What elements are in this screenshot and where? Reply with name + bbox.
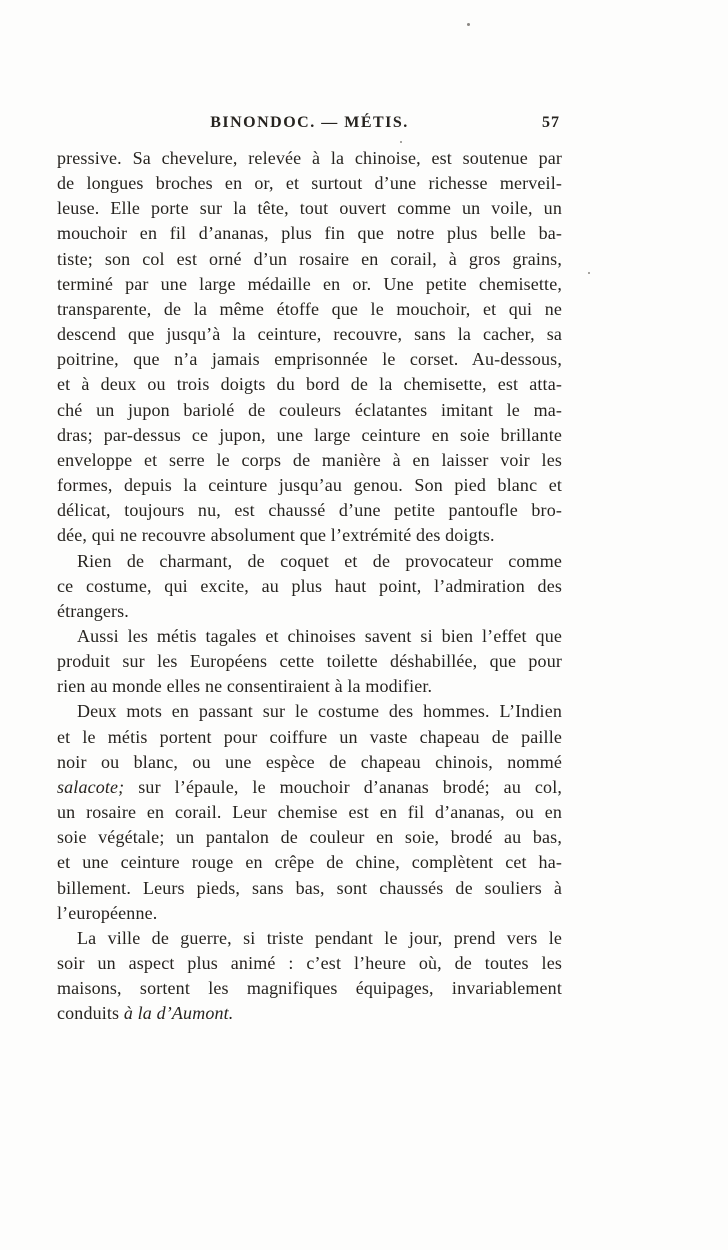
text-line [57, 775, 562, 800]
text-segment: pressive. Sa chevelure, relevée à la chinoise, est soutenue par [57, 148, 562, 168]
running-header [57, 114, 562, 138]
text-segment: un rosaire en corail. Leur chemise est en fil d’ananas, ou en [57, 802, 562, 823]
text-line [57, 901, 562, 926]
text-segment: dée, qui ne recouvre absolument que l’extrémité des doigts. [57, 525, 495, 546]
text-segment: maisons, sortent les magnifiques équipages, invariablement [57, 978, 562, 999]
text-segment: et le métis portent pour coiffure un vaste chapeau de paille [57, 726, 562, 747]
text-segment: ce costume, qui excite, au plus haut point, l’admiration des [57, 575, 562, 596]
text-line [57, 674, 562, 699]
text-segment: Deux mots en passant sur le costume des hommes. L’Indien [77, 701, 562, 722]
text-segment: poitrine, que n’a jamais emprisonnée le corset. Au-dessous, [57, 349, 562, 370]
text-segment: étrangers. [57, 600, 129, 621]
text-line [57, 448, 562, 473]
text-segment: conduits [57, 1003, 124, 1024]
text-segment: l’européenne. [57, 902, 158, 923]
text-line [57, 272, 562, 297]
italic-text-segment: salacote; [57, 776, 125, 797]
text-line [57, 876, 562, 901]
text-segment: formes, depuis la ceinture jusqu’au genou. Son pied blanc et [57, 475, 562, 496]
text-segment: noir ou blanc, ou une espèce de chapeau chinois, nommé [57, 751, 562, 772]
page-body-text [57, 146, 562, 1026]
text-line [57, 549, 562, 574]
text-segment: et une ceinture rouge en crêpe de chine, complètent cet ha- [57, 852, 562, 873]
text-segment: enveloppe et serre le corps de manière à en laisser voir les [57, 449, 562, 470]
text-line [57, 951, 562, 976]
text-line [57, 423, 562, 448]
text-segment: soie végétale; un pantalon de couleur en soie, brodé au bas, [57, 827, 562, 848]
text-segment: et à deux ou trois doigts du bord de la chemisette, est atta- [57, 374, 562, 395]
text-segment: transparente, de la même étoffe que le mouchoir, et qui ne [57, 298, 562, 319]
text-line [57, 523, 562, 548]
text-segment: terminé par une large médaille en or. Une petite chemisette, [57, 273, 562, 294]
text-line [57, 247, 562, 272]
text-line [57, 473, 562, 498]
text-line [57, 146, 562, 171]
text-segment: billement. Leurs pieds, sans bas, sont chaussés de souliers à [57, 877, 562, 898]
text-line [57, 372, 562, 397]
text-segment: leuse. Elle porte sur la tête, tout ouvert comme un voile, un [57, 198, 562, 219]
scan-artifact-dot [588, 272, 590, 274]
text-line [57, 649, 562, 674]
text-segment: Aussi les métis tagales et chinoises savent si bien l’effet que [77, 625, 562, 646]
text-segment: de longues broches en or, et surtout d’une richesse merveil- [57, 173, 562, 194]
text-line [57, 750, 562, 775]
text-line [57, 498, 562, 523]
text-line [57, 926, 562, 951]
text-line [57, 850, 562, 875]
text-segment: La ville de guerre, si triste pendant le jour, prend vers le [77, 927, 562, 948]
text-segment: Rien de charmant, de coquet et de provocateur comme [77, 550, 562, 571]
italic-text-segment: à la d’Aumont. [123, 1003, 234, 1024]
text-line [57, 398, 562, 423]
text-line [57, 725, 562, 750]
text-segment: rien au monde elles ne consentiraient à la modifier. [57, 676, 433, 697]
text-segment: soir un aspect plus animé : c’est l’heure où, de toutes les [57, 953, 562, 973]
text-line [57, 171, 562, 196]
scan-artifact-dot [400, 141, 402, 143]
text-line [57, 1001, 562, 1026]
text-line [57, 196, 562, 221]
running-header-title: BINONDOC. — MÉTIS. [210, 114, 409, 131]
text-segment: produit sur les Européens cette toilette déshabillée, que pour [57, 651, 562, 672]
text-segment: ché un jupon bariolé de couleurs éclatantes imitant le ma- [57, 399, 562, 420]
text-line [57, 322, 562, 347]
text-segment: tiste; son col est orné d’un rosaire en corail, à gros grains, [57, 248, 562, 269]
text-line [57, 599, 562, 624]
text-line [57, 221, 562, 246]
text-segment: mouchoir en fil d’ananas, plus fin que notre plus belle ba- [57, 223, 562, 244]
text-segment: délicat, toujours nu, est chaussé d’une petite pantoufle bro- [57, 500, 562, 521]
page-number: 57 [542, 114, 560, 131]
text-line [57, 699, 562, 724]
scan-artifact-dot [467, 23, 470, 26]
text-segment: descend que jusqu’à la ceinture, recouvre, sans la cacher, sa [57, 324, 562, 345]
text-line [57, 976, 562, 1001]
text-line [57, 347, 562, 372]
text-segment: sur l’épaule, le mouchoir d’ananas brodé; au col, [124, 776, 562, 797]
text-segment: dras; par-dessus ce jupon, une large ceinture en soie brillante [57, 424, 562, 445]
text-line [57, 297, 562, 322]
text-line [57, 624, 562, 649]
text-line [57, 574, 562, 599]
text-line [57, 825, 562, 850]
text-line [57, 800, 562, 825]
